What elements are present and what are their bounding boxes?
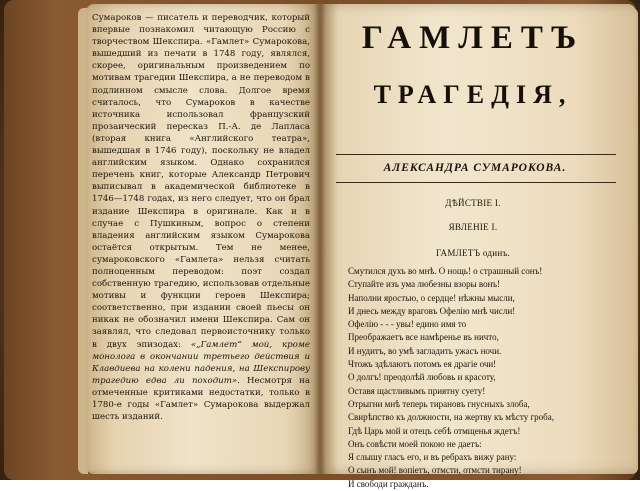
poem-line: Онъ совѣсти моей покою не даетъ:	[348, 438, 482, 449]
title-rule-top	[336, 154, 616, 155]
poem-line: Офелію - - - увы! едино имя то	[348, 319, 467, 330]
left-text-main: Сумароков — писатель и переводчик, который впервые познакомил читающую Россию с творчеством Шекспира. «Гамлет» Сумарокова, вышедший из печати в 1748 году, являлся, скорее, оригинальным произведением по мотивам трагедии Шекспира, а не переводом в подлинном смысле слова. Долгое время считалось, что Сумароков в качестве источника использовал французский прозаический пересказ П.-А. де Лапласа (вторая книга «Английского театра», вышедшая в 1746 году), поскольку не владел английским языком. Однако сохранился перечень книг, которые Александр Петрович выписывал в академической библиотеке в 1746—1748 годах, из него следует, что он брал издание Шекспира в оригинале. Как и в случае с Пушкиным, вопрос о степени владения английским языком Сумарокова остаётся открытым. Тем не менее, сумароковского «Гамлета» нельзя считать полноценным переводом: поэт создал собственную трагедию, использовав отдельные мотивы и функции героев Шекспира; соответственно, при издании своей пьесы он никак не обозначил имени Шекспира. Сам он заявлял, что следовал первоисточнику только в двух эпизодах:	[92, 13, 310, 350]
book-spine-shadow	[314, 4, 326, 474]
poem-line: Оставя щастливымъ приятну суету!	[348, 385, 486, 396]
left-text-tail: Несмотря на отмеченные критиками недостатки, только в 1780-е годы «Гамлет» Сумарокова выдержал шесть изданий.	[92, 375, 310, 423]
book-author: АЛЕКСАНДРА СУМАРОКОВА.	[383, 162, 567, 174]
poem-line: Чтожъ здѣлаютъ потомъ ея драгіе очи!	[348, 359, 497, 370]
left-page-text	[92, 12, 310, 423]
poem-line: Наполни яростью, о сердце! нѣжны мысли,	[348, 292, 515, 303]
poem-line: Гдѣ Царь мой и отецъ себѣ отмщенья ждетъ!	[348, 425, 521, 436]
poem-line: О долгъ! преодолѣй любовь и красоту,	[348, 372, 496, 383]
poem-line: Преображаетъ все намѣренье въ ничто,	[348, 332, 499, 343]
poem-lines	[348, 265, 618, 491]
poem-line: Свирѣпство къ должности, на жертву къ мѣсту гроба,	[348, 412, 554, 423]
scene-heading: ЯВЛЕНІЕ I.	[448, 222, 498, 232]
poem-line: Ступайте изъ ума любезны взоры вонъ!	[348, 279, 501, 290]
book-title: ГАМЛЕТЪ	[361, 20, 585, 56]
poem-line: Отрыгни мнѣ теперь тирановъ гнусныхъ злоба,	[348, 398, 530, 409]
book-subtitle: ТРАГЕДІЯ,	[373, 80, 573, 109]
speaker-heading: ГАМЛЕТЪ одинъ.	[436, 248, 510, 258]
title-rule-bottom	[336, 182, 616, 183]
poem-line: О сынъ мой! вопіетъ, отмсти, отмсти тирану!	[348, 465, 522, 476]
poem-line: И днесь между враговъ Офелію мнѣ числи!	[348, 305, 516, 316]
left-text-quote: «„Гамлет“ мой, кроме монолога в окончании третьего действия и Клавдиева на колени падения, на Шекспирову трагедию едва ли походит».	[92, 339, 310, 386]
poem-line: И нудитъ, во умѣ загладить ужасъ ночи.	[348, 345, 502, 356]
poem-line: Смутился духъ во мнѣ. О нощь! о страшный сонъ!	[348, 266, 543, 276]
poem-line: Я слышу гласъ его, и въ ребрахъ вижу рану:	[348, 452, 517, 463]
act-heading: ДѢЙСТВІЕ I.	[445, 198, 501, 208]
poem-line: И свободи гражданъ.	[348, 478, 429, 489]
